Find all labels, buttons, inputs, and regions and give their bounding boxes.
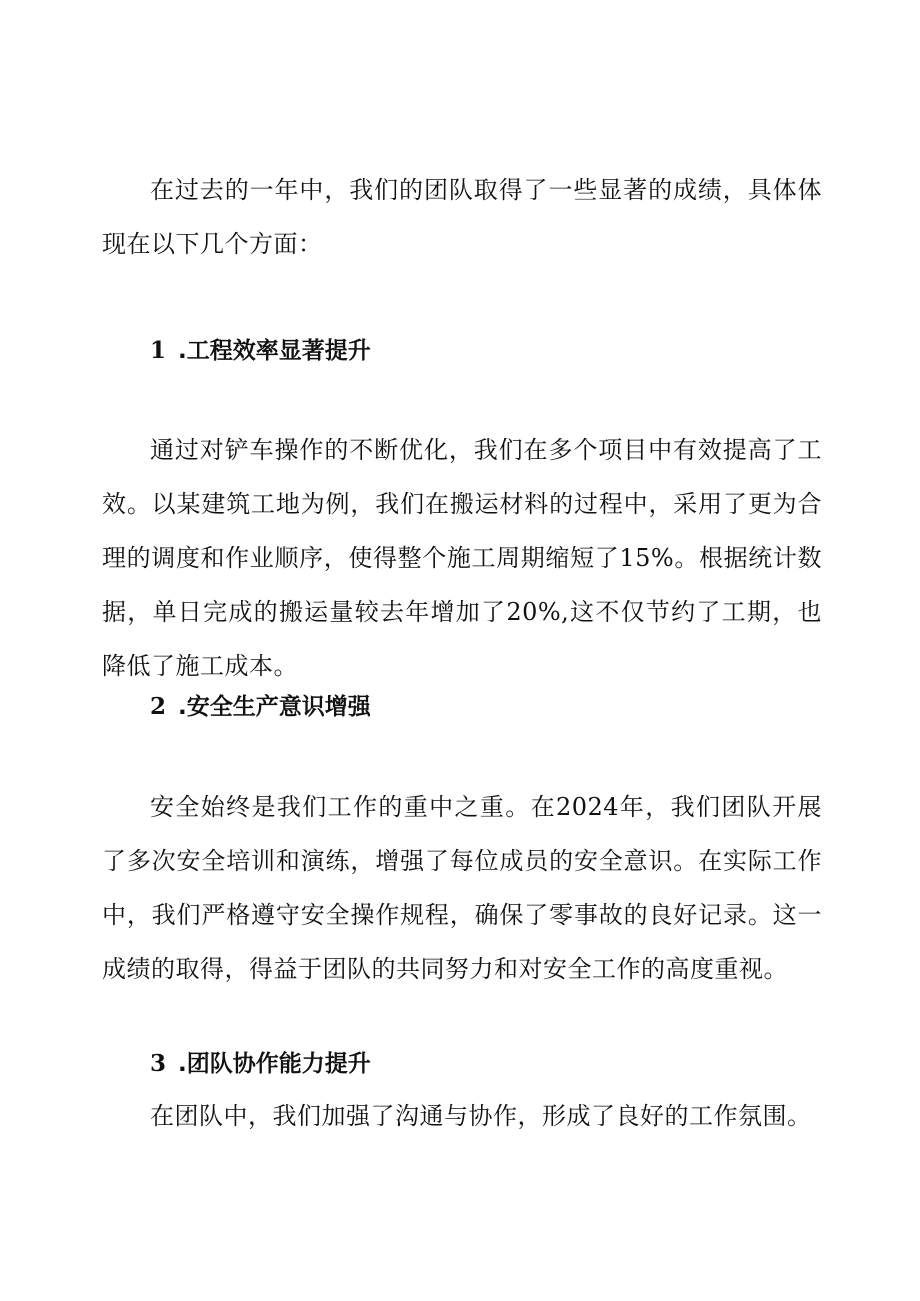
intro-paragraph: 在过去的一年中，我们的团队取得了一些显著的成绩，具体体现在以下几个方面： [102, 176, 822, 258]
section-number: 2 [150, 693, 167, 720]
section-body-3: 在团队中，我们加强了沟通与协作，形成了良好的工作氛围。 [150, 1102, 812, 1130]
section-body-2: 安全始终是我们工作的重中之重。在2024年，我们团队开展了多次安全培训和演练，增强了每位成员的安全意识。在实际工作中，我们严格遵守安全操作规程，确保了零事故的良好记录。这一成绩的取得，得益于团队的共同努力和对安全工作的高度重视。 [102, 793, 822, 983]
section-title: .团队协作能力提升 [178, 1051, 371, 1077]
section-body-1: 通过对铲车操作的不断优化，我们在多个项目中有效提高了工效。以某建筑工地为例，我们在搬运材料的过程中，采用了更为合理的调度和作业顺序，使得整个施工周期缩短了15%。根据统计数据，单日完成的搬运量较去年增加了20%,这不仅节约了工期，也降低了施工成本。 [102, 436, 822, 680]
section-heading-3 [150, 1049, 371, 1079]
section-heading-2 [150, 692, 371, 722]
section-number: 1 [150, 337, 167, 364]
section-title: .安全生产意识增强 [178, 694, 371, 720]
section-number: 3 [150, 1050, 167, 1077]
section-heading-1 [150, 336, 371, 366]
section-title: .工程效率显著提升 [178, 338, 371, 364]
